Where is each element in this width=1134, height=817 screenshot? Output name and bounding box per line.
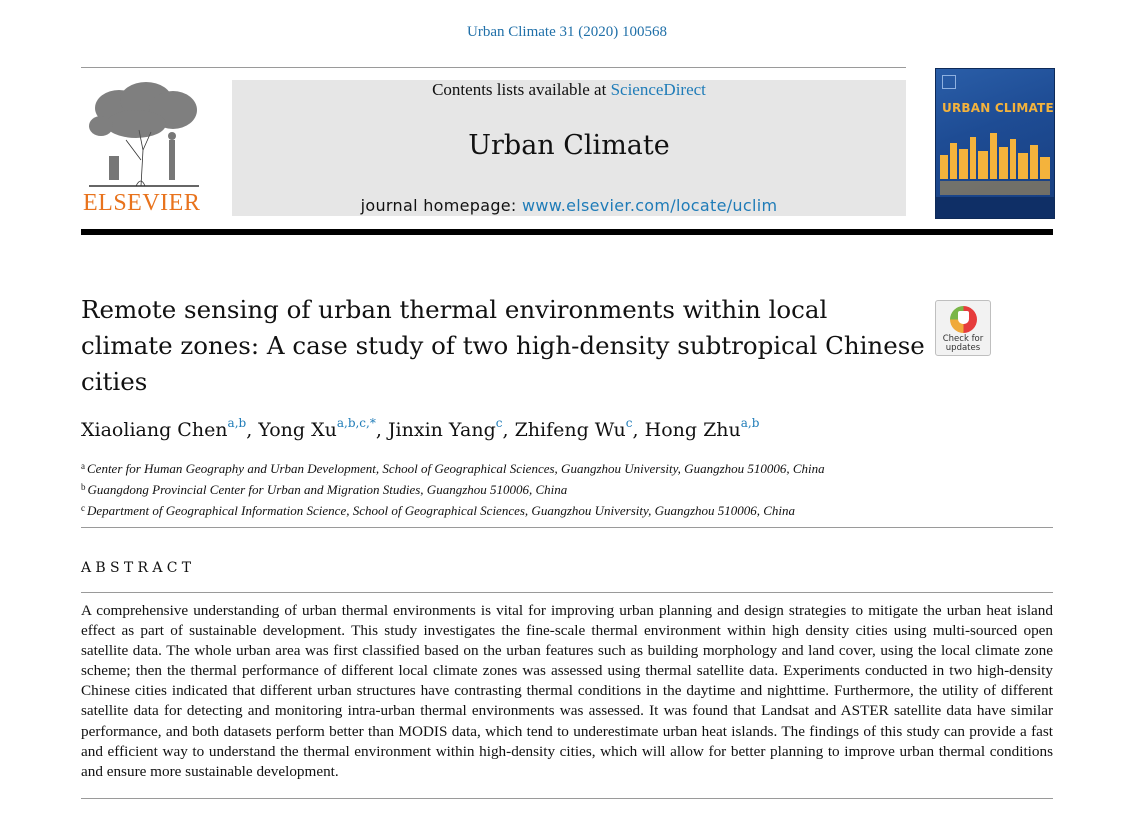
cover-logo-icon [942, 75, 956, 89]
journal-citation: Urban Climate 31 (2020) 100568 [467, 24, 667, 40]
sciencedirect-link[interactable]: ScienceDirect [610, 80, 706, 99]
author-affiliation-marks[interactable]: a,b,c,* [336, 416, 376, 430]
abstract-rule [81, 592, 1053, 593]
journal-title: Urban Climate [468, 130, 670, 161]
author-name[interactable]: Zhifeng Wu [514, 419, 626, 441]
author-name[interactable]: Yong Xu [258, 419, 337, 441]
header-top-rule [81, 67, 906, 68]
affiliation-item: $^a$ Center for Human Geography and Urban Development, School of Geographical Sciences, Guangzhou University, Guangzhou 510006, China [81, 461, 825, 476]
contents-prefix: Contents lists available at [432, 80, 607, 99]
affiliation-item: $^b$ Guangdong Provincial Center for Urban and Migration Studies, Guangzhou 510006, China [81, 482, 568, 497]
article-title: Remote sensing of urban thermal environments within local climate zones: A case study of two high-density subtropical Chinese cities [81, 295, 925, 396]
author-list: Xiaoliang Chen$^{a,b}$, Yong $Xu^{a,b,c,*}$, Jinxin Yang$^c$, Zhifeng Wu$^c$, Hong Zhu$^{a,b}$ [81, 416, 760, 441]
section-rule [81, 527, 1053, 528]
check-for-updates-button[interactable] [935, 300, 991, 356]
check-updates-label: Check for updates [942, 334, 984, 353]
affiliation-item: $^c$ Department of Geographical Information Science, School of Geographical Sciences, Guangzhou University, Guangzhou 510006, China [81, 503, 796, 518]
cover-title: URBAN CLIMATE [942, 101, 1054, 115]
homepage-link[interactable]: www.elsevier.com/locate/uclim [522, 196, 778, 215]
journal-cover[interactable] [935, 68, 1055, 219]
author-name[interactable]: Xiaoliang Chen [81, 419, 228, 441]
abstract-heading: ABSTRACT [81, 560, 196, 576]
abstract-bottom-rule [81, 798, 1053, 799]
elsevier-wordmark: ELSEVIER [83, 190, 201, 216]
contents-available [232, 80, 906, 100]
header-thick-rule [81, 229, 1053, 235]
author-name[interactable]: Jinxin Yang [387, 419, 496, 441]
author-name[interactable]: Hong Zhu [644, 419, 741, 441]
abstract-text: A comprehensive understanding of urban thermal environments is vital for improving urban planning and design strategies to mitigate the urban heat island effect as part of sustainable development. This study investigates the fine-scale thermal environment within high density cities using multi-sourced open satellite data. The whole urban area was first classified based on the urban features such as building morphology and land cover, using the local climate zone scheme; then the thermal performance of different local climate zones was assessed using thermal satellite data. Experiments conducted in two high-density Chinese cities indicated that different urban structures have contrasting thermal conditions in the daytime and nighttime. Furthermore, the utility of different satellite data for detecting and monitoring intra-urban thermal environments was assessed. It was found that Landsat and ASTER satellite data have similar performance, and both datasets perform better than MODIS data, which tend to underestimate urban heat islands. The findings of this study can provide a fast and efficient way to understand the thermal environment within high-density cities, which will allow for better planning to improve urban thermal conditions and ensure more sustainable development. [81, 602, 1053, 780]
homepage-prefix: journal homepage: [360, 196, 517, 215]
elsevier-logo[interactable] [81, 80, 206, 220]
author-affiliation-marks[interactable]: c [495, 416, 503, 430]
cover-skyline-icon [936, 129, 1054, 218]
author-affiliation-marks[interactable]: a,b [740, 416, 760, 430]
author-affiliation-marks[interactable]: c [625, 416, 633, 430]
author-affiliation-marks[interactable]: a,b [227, 416, 247, 430]
journal-homepage [232, 196, 906, 215]
elsevier-tree-icon [81, 80, 206, 188]
check-updates-icon [950, 306, 977, 333]
affiliations [81, 457, 825, 520]
journal-header-box [232, 80, 906, 216]
